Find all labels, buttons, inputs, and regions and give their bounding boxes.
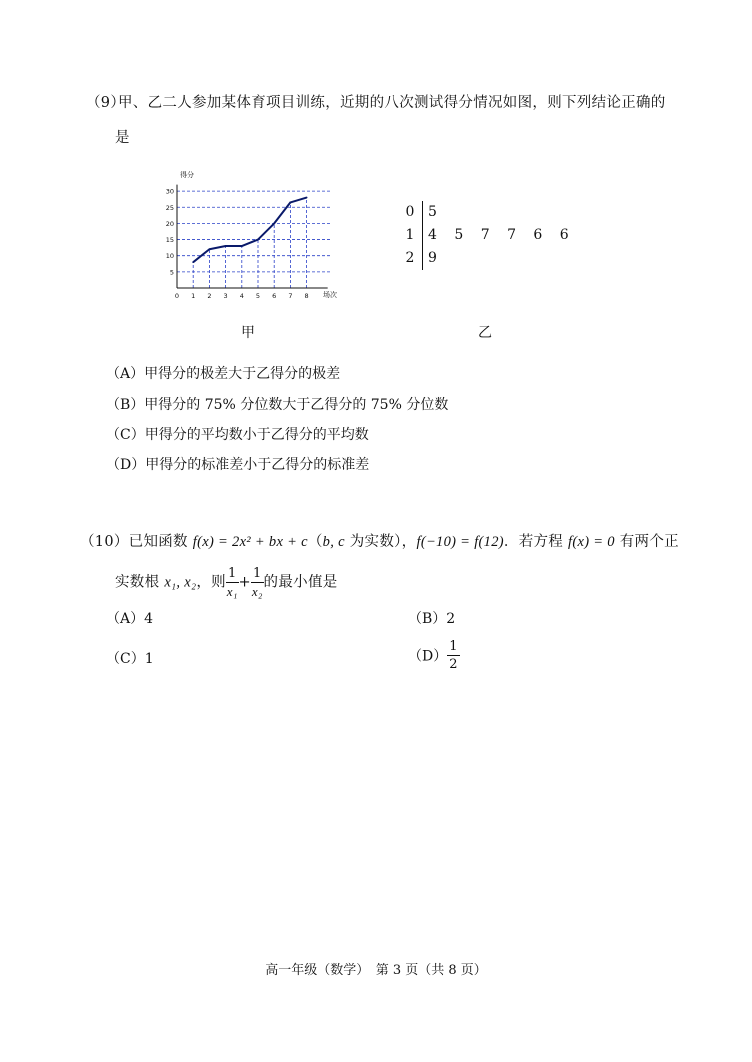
x-tick-label: 1 — [191, 292, 196, 300]
option-label: （B） — [106, 397, 145, 413]
option-text: 甲得分的 75% 分位数大于乙得分的 75% 分位数 — [144, 397, 449, 413]
q9-option-d — [106, 454, 369, 474]
q10-option-d — [408, 640, 460, 671]
y-tick-label: 25 — [165, 203, 174, 212]
option-text: 甲得分的极差大于乙得分的极差 — [144, 366, 341, 382]
q10-number: （10） — [80, 534, 129, 550]
option-text: 甲得分的平均数小于乙得分的平均数 — [144, 427, 369, 443]
data-point — [209, 248, 211, 250]
data-point — [290, 202, 292, 204]
fraction-one-half — [447, 640, 459, 671]
x-tick-label: 7 — [288, 292, 293, 300]
fraction-1-over-x1 — [226, 567, 239, 598]
data-point — [192, 261, 194, 263]
data-point — [306, 197, 308, 199]
q10-stem-line1 — [80, 530, 679, 551]
fraction-1-over-x2 — [251, 567, 264, 598]
x-tick-label: 0 — [174, 292, 180, 300]
roots: x₁, x₂ — [164, 574, 197, 591]
option-label: （C） — [106, 651, 145, 667]
q9-number: （9） — [86, 95, 126, 111]
chart-axes — [166, 185, 328, 300]
q10-option-b — [408, 608, 455, 628]
parameters-bc: b, c — [322, 534, 345, 550]
frac-denominator: x₂ — [251, 584, 263, 599]
q9-stem-line1: 甲、乙二人参加某体育项目训练，近期的八次测试得分情况如图，则下列结论正确的 — [118, 95, 666, 111]
x-axis-label: 场次 — [323, 291, 337, 299]
stem-row — [404, 224, 574, 247]
option-text: 4 — [144, 611, 154, 627]
option-text: 1 — [144, 651, 154, 667]
chart-caption-jia: 甲 — [241, 325, 255, 341]
jia-line-chart — [160, 168, 350, 303]
y-tick-label: 15 — [165, 236, 174, 245]
x-tick-label: 4 — [239, 292, 244, 300]
option-label: （A） — [106, 611, 145, 627]
q9-stem-line2: 是 — [115, 130, 130, 146]
data-point — [225, 245, 227, 247]
x-tick-label: 5 — [255, 292, 261, 300]
stem-row — [404, 247, 574, 270]
chart-grid — [177, 191, 331, 288]
y-tick-label: 30 — [165, 187, 174, 196]
y-tick-label: 10 — [165, 252, 174, 261]
q10-text: （ — [307, 534, 323, 550]
y-tick-label: 5 — [169, 268, 174, 277]
q10-stem-line2 — [115, 567, 338, 598]
frac-denominator: 2 — [449, 657, 458, 672]
function-definition: f(x) = 2x² + bx + c — [192, 534, 308, 550]
data-point — [257, 239, 259, 241]
frac-denominator: x₁ — [226, 584, 238, 599]
leaf-values: 9 — [428, 250, 437, 266]
option-label: （D） — [106, 457, 146, 473]
option-text: 甲得分的标准差小于乙得分的标准差 — [145, 457, 370, 473]
option-label: （A） — [106, 366, 145, 382]
leaf-values: 5 — [428, 204, 437, 220]
q9-option-a — [106, 363, 340, 383]
q10-option-c — [106, 648, 154, 668]
y-tick-label: 20 — [165, 219, 174, 228]
x-tick-label: 2 — [207, 292, 212, 300]
option-label: （C） — [106, 427, 145, 443]
q9-option-b — [106, 394, 448, 414]
page-footer: 高一年级（数学） 第 3 页（共 8 页） — [265, 963, 487, 978]
q10-text: 已知函数 — [128, 534, 193, 550]
option-label: （B） — [408, 611, 447, 627]
stem-value: 2 — [405, 250, 415, 266]
q10-text: 为实数）， — [344, 534, 417, 550]
data-point — [241, 245, 243, 247]
q10-text: 实数根 — [115, 574, 165, 591]
x-tick-label: 3 — [223, 292, 228, 300]
q10-text: ，则 — [196, 574, 226, 591]
frac-numerator: 1 — [252, 566, 262, 581]
leaf-values: 4 5 7 7 6 6 — [428, 227, 569, 243]
x-tick-label: 8 — [304, 292, 309, 300]
stem-value: 0 — [405, 204, 415, 220]
stem-row — [404, 201, 574, 224]
symmetry-equation: f(−10) = f(12) — [416, 534, 504, 550]
plus-sign: + — [238, 574, 251, 591]
q10-text: 有两个正 — [614, 534, 679, 550]
q9-option-c — [106, 424, 369, 444]
option-text: 2 — [446, 611, 456, 627]
stem-leaf-plot — [404, 201, 574, 270]
q10-text: ．若方程 — [503, 534, 568, 550]
root-equation: f(x) = 0 — [568, 534, 615, 550]
option-label: （D） — [408, 648, 448, 665]
frac-numerator: 1 — [449, 639, 458, 654]
x-tick-label: 6 — [272, 292, 277, 300]
data-point — [273, 223, 275, 225]
y-axis-label: 得分 — [180, 171, 194, 179]
chart-caption-yi: 乙 — [478, 325, 492, 341]
frac-numerator: 1 — [227, 566, 237, 581]
q10-text: 的最小值是 — [263, 574, 338, 591]
q10-option-a — [106, 608, 153, 628]
stem-value: 1 — [405, 227, 415, 243]
